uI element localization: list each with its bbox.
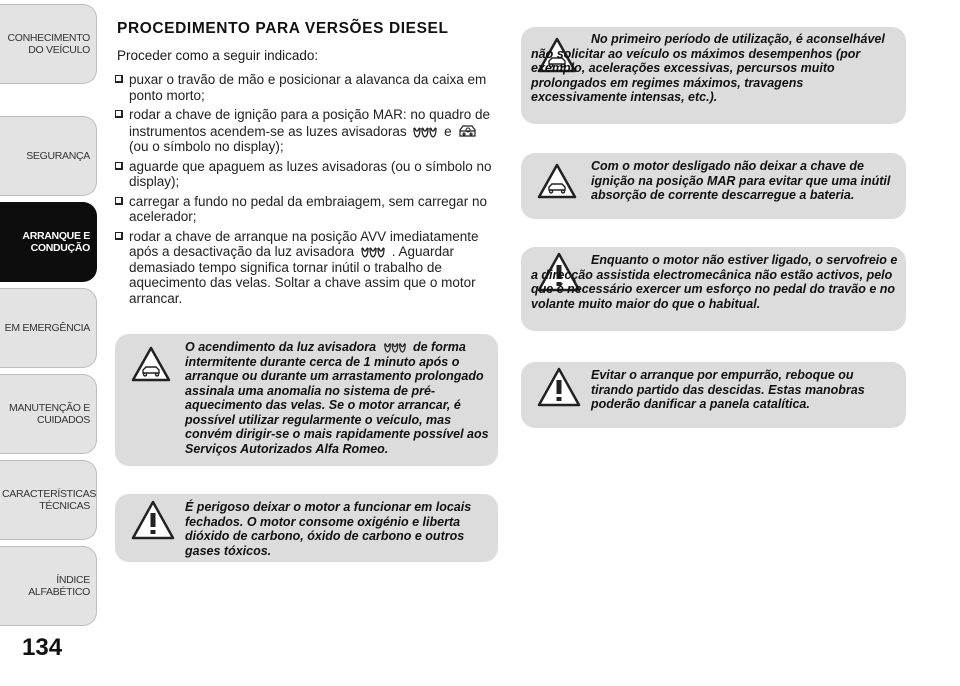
- tab-emergencia[interactable]: [0, 288, 97, 368]
- list-item: [115, 72, 500, 103]
- tab-label: ARRANQUE E CONDUÇÃO: [22, 230, 90, 254]
- tab-arranque[interactable]: [0, 202, 97, 282]
- tab-manutencao[interactable]: [0, 374, 97, 454]
- step-text: e: [444, 123, 452, 139]
- procedure-steps: [115, 72, 500, 310]
- note-push-start: [521, 362, 906, 428]
- list-item: [115, 107, 500, 155]
- list-item: [115, 229, 500, 307]
- tab-indice[interactable]: [0, 546, 97, 626]
- note-glow-plug: [115, 334, 498, 466]
- list-item: [115, 159, 500, 190]
- glow-plug-icon: [412, 125, 438, 139]
- tab-label: CARACTERÍSTICAS TÉCNICAS: [2, 488, 97, 512]
- note-first-period: [521, 27, 906, 124]
- tab-label: ÍNDICE ALFABÉTICO: [28, 574, 90, 598]
- step-text: (ou o símbolo no display);: [129, 139, 284, 154]
- note-servo: [521, 247, 906, 331]
- note-text: de forma intermitente durante cerca de 1 minuto após o arranque ou durante um arrastamento prolongado assinala uma anomalia no sistema de pré-aquecimento das velas. Se o motor arrancar, é possível utilizar regularmente o veículo, mas convém dirigir-se o mais rapidamente possível aos Serviços Autorizados Alfa Romeo.: [185, 340, 489, 456]
- glow-plug-icon: [360, 245, 386, 259]
- section-title: PROCEDIMENTO PARA VERSÕES DIESEL: [117, 20, 449, 37]
- tab-label: EM EMERGÊNCIA: [4, 322, 90, 334]
- note-text: É perigoso deixar o motor a funcionar em locais fechados. O motor consome oxigénio e liberta dióxido de carbono, óxido de carbono e outros gases tóxicos.: [185, 500, 472, 558]
- tab-caracteristicas[interactable]: [0, 460, 97, 540]
- note-text: O acendimento da luz avisadora: [185, 340, 377, 354]
- glow-plug-icon: [382, 341, 408, 354]
- step-text: puxar o travão de mão e posicionar a alavanca da caixa em ponto morto;: [129, 72, 487, 103]
- note-key-mar: [521, 153, 906, 219]
- warning-icon: [537, 367, 581, 407]
- step-text: rodar a chave de ignição para a posição MAR: no quadro de instrumentos acendem-se as luzes avisadoras: [129, 107, 490, 139]
- tab-label: CONHECIMENTO DO VEÍCULO: [7, 32, 90, 56]
- car-warning-icon: [537, 163, 577, 199]
- intro-text: Proceder como a seguir indicado:: [117, 48, 319, 63]
- immobilizer-icon: [457, 123, 479, 139]
- page-number: 134: [22, 634, 63, 661]
- step-text: . Aguardar demasiado tempo significa tornar inútil o trabalho de aquecimento das velas. Soltar a chave assim que o motor arrancar.: [129, 244, 476, 306]
- note-text: Enquanto o motor não estiver ligado, o servofreio e a direcção assistida electromecânica não estão activos, pelo que é necessário exercer um esforço no pedal do travão e no volante muito maior do que o habitual.: [531, 253, 898, 311]
- tab-label: MANUTENÇÃO E CUIDADOS: [9, 402, 90, 426]
- tab-conhecimento[interactable]: [0, 4, 97, 84]
- step-text: aguarde que apaguem as luzes avisadoras (ou o símbolo no display);: [129, 158, 492, 189]
- tab-label: SEGURANÇA: [26, 150, 90, 162]
- step-text: rodar a chave de arranque na posição AVV imediatamente após a desactivação da luz avisadora: [129, 228, 479, 259]
- list-item: [115, 194, 500, 225]
- warning-icon: [131, 500, 175, 540]
- note-text: Com o motor desligado não deixar a chave de ignição na posição MAR para evitar que uma inútil absorção de corrente descarregue a bateria.: [591, 159, 891, 202]
- note-closed-spaces: [115, 494, 498, 562]
- tab-seguranca[interactable]: [0, 116, 97, 196]
- note-text: No primeiro período de utilização, é aconselhável não solicitar ao veículo os máximos desempenhos (por exemplo, acelerações excessivas, percursos muito prolongados em regimes máximos, travagens excessivamente intensas, etc.).: [531, 32, 885, 104]
- step-text: carregar a fundo no pedal da embraiagem, sem carregar no acelerador;: [129, 193, 487, 224]
- note-text: Evitar o arranque por empurrão, reboque ou tirando partido das descidas. Estas manobras poderão danificar a panela catalítica.: [591, 368, 865, 411]
